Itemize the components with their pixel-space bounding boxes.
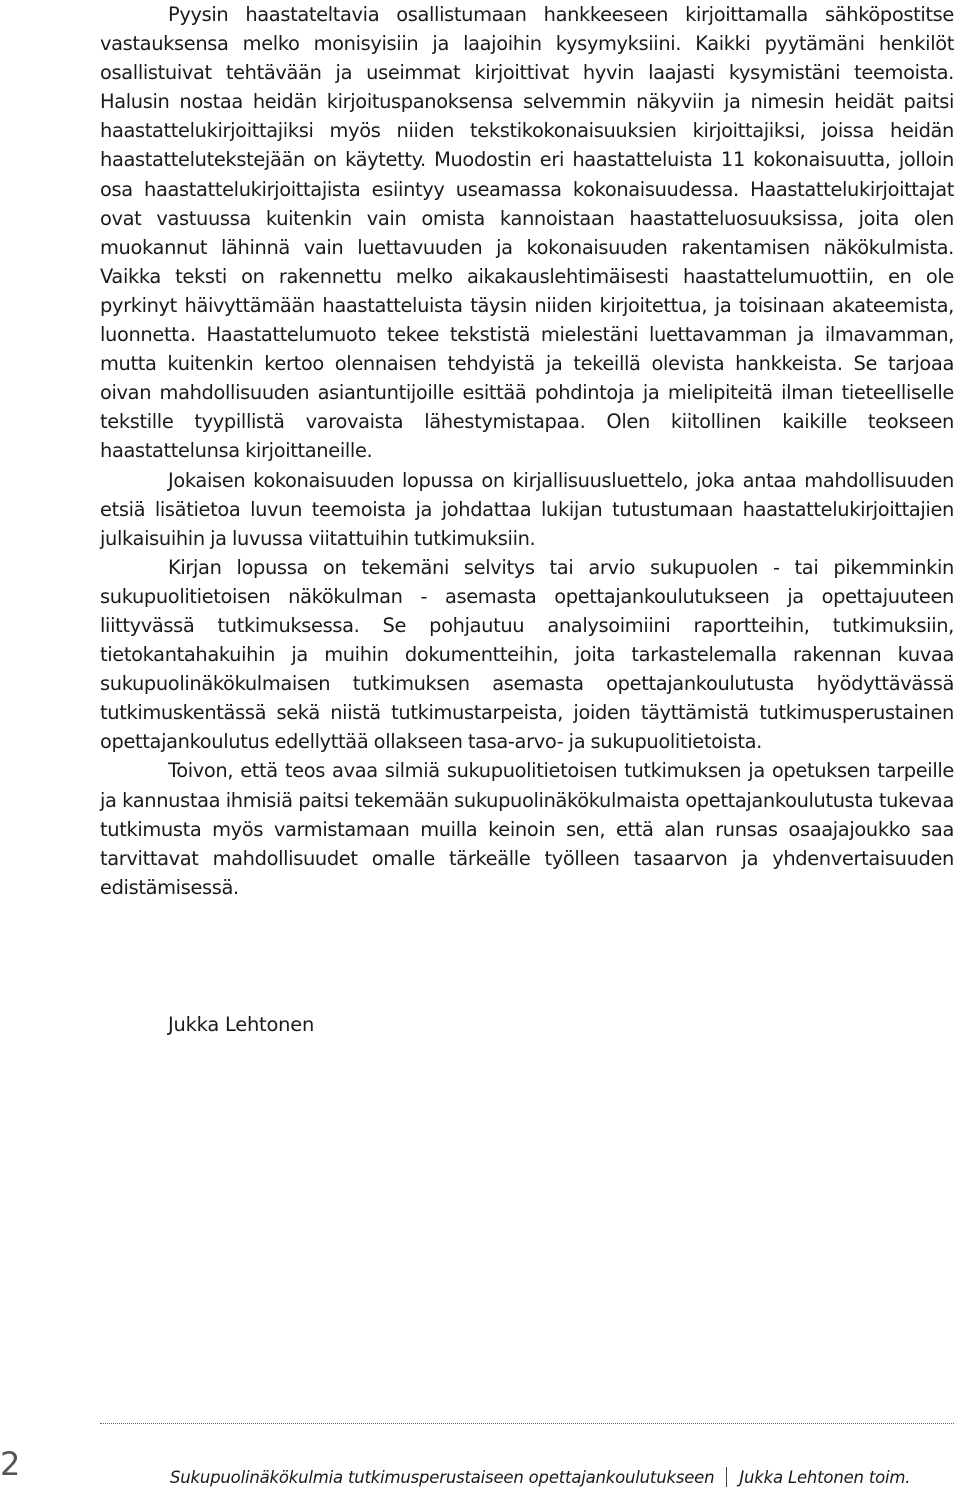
paragraph-survey: Kirjan lopussa on tekemäni selvitys tai arvio sukupuolen - tai pikemminkin sukupuolitietoisen näkökulman - asemasta opettajankoulutukseen ja opettajuuteen liittyvässä tutkimuksessa. Se pohjautuu analysoimiini raportteihin, tutkimuksiin, tietokantahakuihin ja muihin dokumentteihin, joita tarkastelemalla rakennan kuvaa sukupuolinäkökulmaisen tutkimuksen asemasta opettajankoulutusta hyödyttävässä tutkimuskentässä sekä niistä tutkimustarpeista, joiden täyttämistä tutkimusperustainen opettajankoulutus edellyttää ollakseen tasa-arvo- ja sukupuolitietoista. bbox=[100, 555, 954, 754]
author-signature: Jukka Lehtonen bbox=[168, 1013, 315, 1036]
footer-separator bbox=[726, 1467, 727, 1487]
paragraph-interviews: Pyysin haastateltavia osallistumaan hankkeeseen kirjoittamalla sähköpostitse vastauksensa melko monisyisiin ja laajoihin kysymyksiini. Kaikki pyytämäni henkilöt osallistuivat tehtävään ja useimmat kirjoittivat hyvin laajasti kysymistäni teemoista. Halusin nostaa heidän kirjoituspanoksensa selvemmin näkyviin ja nimesin heidät paitsi haastattelukirjoittajiksi myös niiden tekstikokonaisuuksien kirjoittajiksi, joissa heidän haastattelutekstejään on käytetty. Muodostin eri haastatteluista 11 kokonaisuutta, jolloin osa haastattelukirjoittajista esiintyy useamassa kokonaisuudessa. Haastattelukirjoittajat ovat vastuussa kuitenkin vain omista kannoistaan haastatteluosuuksissa, joita olen muokannut lähinnä vain luettavuuden ja kokonaisuuden rakentamisen näkökulmista. Vaikka teksti on rakennettu melko aikakauslehtimäisesti haastattelumuottiin, en ole pyrkinyt häivyttämään haastatteluista täysin niiden kirjoitettua, ja toisinaan akateemista, luonnetta. Haastattelumuoto tekee tekstistä mielestäni luettavamman ja ilmavamman, mutta kuitenkin kertoo olennaisen tehdyistä ja tekeillä olevista hankkeista. Se tarjoaa oivan mahdollisuuden asiantuntijoille esittää pohdintoja ja mielipiteitä ilman tieteelliselle tekstille tyypillistä varovaista lähestymistapaa. Olen kiitollinen kaikille teokseen haastattelunsa kirjoittaneille. bbox=[100, 3, 954, 463]
paragraph-bibliography: Jokaisen kokonaisuuden lopussa on kirjallisuusluettelo, joka antaa mahdollisuuden etsiä lisätietoa luvun teemoista ja johdattaa lukijan tutustumaan haastattelukirjoittajien julkaisuihin ja luvussa viitattuihin tutkimuksiin. bbox=[100, 468, 954, 550]
page-number: 2 bbox=[0, 1445, 21, 1483]
footer-book-title: Sukupuolinäkökulmia tutkimusperustaiseen opettajankoulutukseen bbox=[170, 1468, 715, 1487]
footer-divider bbox=[100, 1423, 954, 1424]
paragraph-closing: Toivon, että teos avaa silmiä sukupuolitietoisen tutkimuksen ja opetuksen tarpeille ja kannustaa ihmisiä paitsi tekemään sukupuolinäkökulmaista opettajankoulutusta tukevaa tutkimusta myös varmistamaan muilla keinoin sen, että alan runsas osaajajoukko saa tarvittavat mahdollisuudet omalle tärkeälle työlleen tasaarvon ja yhdenvertaisuuden edistämisessä. bbox=[100, 759, 954, 899]
running-footer bbox=[170, 1466, 910, 1490]
body-text bbox=[100, 0, 954, 902]
footer-editor: Jukka Lehtonen toim. bbox=[739, 1468, 911, 1487]
